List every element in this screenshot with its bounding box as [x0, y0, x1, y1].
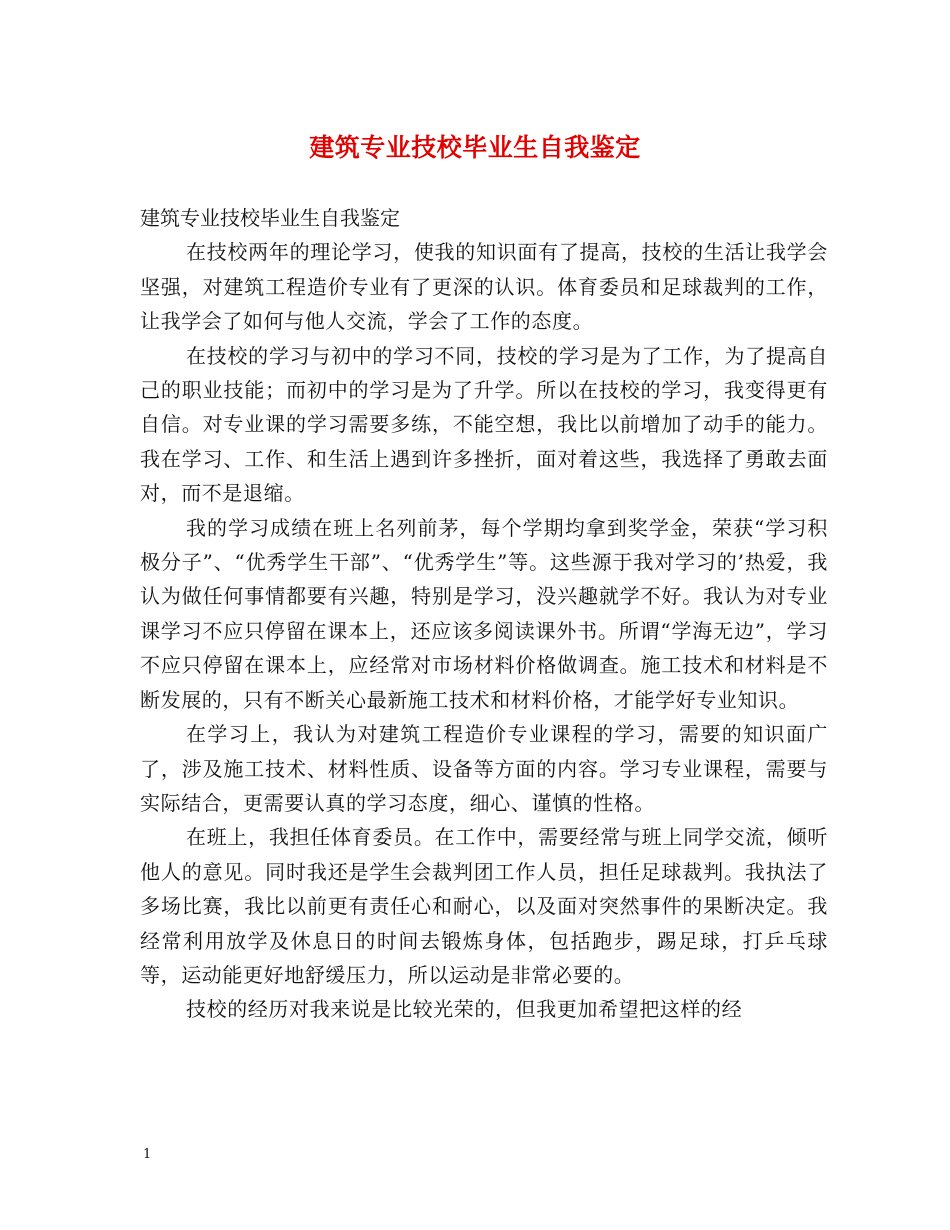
paragraph-3: 我的学习成绩在班上名列前茅，每个学期均拿到奖学金，荣获“学习积极分子”、“优秀学生干部”、“优秀学生”等。这些源于我对学习的’热爱，我认为做任何事情都要有兴趣，特别是学习，没兴趣就学不好。我认为对专业课学习不应只停留在课本上，还应该多阅读课外书。所谓“学海无边”，学习不应只停留在课本上，应经常对市场材料价格做调查。施工技术和材料是不断发展的，只有不断关心最新施工技术和材料价格，才能学好专业知识。 — [140, 515, 828, 712]
document-subtitle: 建筑专业技校毕业生自我鉴定 — [140, 206, 400, 230]
paragraph-2: 在技校的学习与初中的学习不同，技校的学习是为了工作，为了提高自己的职业技能；而初中的学习是为了升学。所以在技校的学习，我变得更有自信。对专业课的学习需要多练，不能空想，我比以前增加了动手的能力。我在学习、工作、和生活上遇到许多挫折，面对着这些，我选择了勇敢去面对，而不是退缩。 — [140, 343, 828, 506]
paragraph-5: 在班上，我担任体育委员。在工作中，需要经常与班上同学交流，倾听他人的意见。同时我还是学生会裁判团工作人员，担任足球裁判。我执法了多场比赛，我比以前更有责任心和耐心，以及面对突然事件的果断决定。我经常利用放学及休息日的时间去锻炼身体，包括跑步，踢足球，打乒乓球等，运动能更好地舒缓压力，所以运动是非常必要的。 — [140, 825, 828, 987]
page-number: 1 — [143, 1147, 152, 1162]
paragraph-6: 技校的经历对我来说是比较光荣的，但我更加希望把这样的经 — [186, 997, 743, 1022]
paragraph-4: 在学习上，我认为对建筑工程造价专业课程的学习，需要的知识面广了，涉及施工技术、材料性质、设备等方面的内容。学习专业课程，需要与实际结合，更需要认真的学习态度，细心、谨慎的性格。 — [140, 722, 828, 815]
document-body — [140, 201, 828, 1027]
document-title: 建筑专业技校毕业生自我鉴定 — [309, 133, 641, 162]
paragraph-1: 在技校两年的理论学习，使我的知识面有了提高，技校的生活让我学会坚强，对建筑工程造价专业有了更深的认识。体育委员和足球裁判的工作，让我学会了如何与他人交流，学会了工作的态度。 — [140, 240, 828, 334]
